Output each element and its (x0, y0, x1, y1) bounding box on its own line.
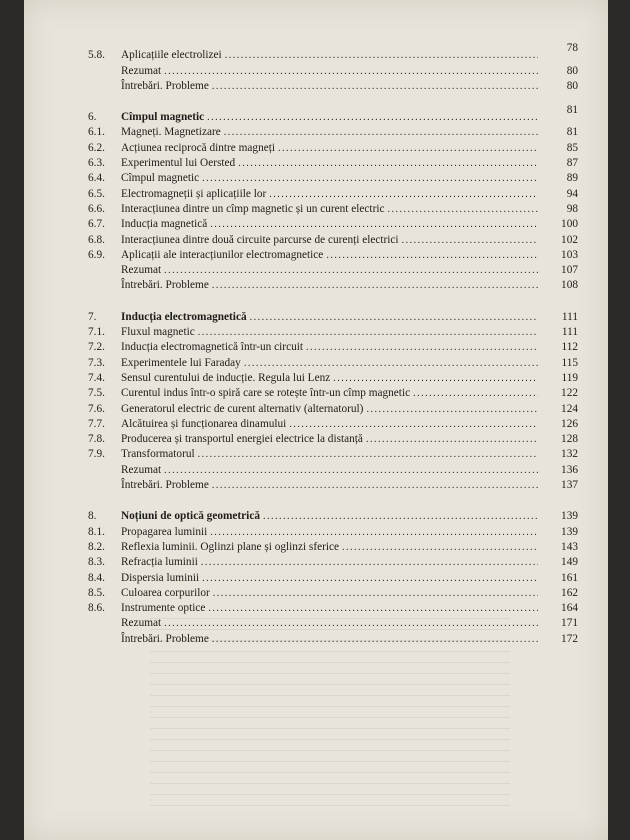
entry-title: Alcătuirea și funcționarea dinamului (121, 417, 287, 430)
entry-title: Rezumat (121, 463, 162, 476)
entry-page: 107 (561, 264, 578, 277)
entry-number: 6.4. (88, 172, 105, 185)
toc-section-electroliza (88, 42, 578, 94)
toc-entry (88, 263, 578, 278)
entry-number: 6.5. (88, 187, 105, 200)
entry-page: 137 (561, 479, 578, 492)
toc-entry (88, 140, 578, 155)
entry-number: 6.2. (88, 141, 105, 154)
book-page (24, 0, 608, 840)
entry-title: Întrebări. Probleme (121, 632, 209, 645)
entry-title: Sensul curentului de inducție. Regula lui Lenz (121, 371, 331, 384)
dot-leader (164, 464, 538, 476)
entry-title: Rezumat (121, 617, 162, 630)
entry-title: Rezumat (121, 64, 162, 77)
entry-page: 162 (561, 586, 578, 599)
dot-leader (210, 218, 538, 230)
entry-title: Inducția electromagnetică (121, 310, 247, 323)
dot-leader (210, 526, 538, 538)
dot-leader (366, 433, 538, 445)
toc-entry (88, 555, 578, 570)
entry-page: 143 (561, 540, 578, 553)
dot-leader (224, 126, 538, 138)
dot-leader (326, 249, 538, 261)
toc-entry (88, 586, 578, 601)
entry-page: 126 (561, 417, 578, 430)
toc-entry (88, 63, 578, 78)
entry-title: Generatorul electric de curent alternativ (alternatorul) (121, 402, 364, 415)
entry-page: 115 (561, 356, 578, 369)
entry-title: Cîmpul magnetic (121, 172, 200, 185)
entry-number: 6.8. (88, 233, 105, 246)
entry-number: 7.3. (88, 356, 105, 369)
dot-leader (238, 157, 538, 169)
entry-number: 7.7. (88, 417, 105, 430)
entry-number: 7.5. (88, 387, 105, 400)
entry-title: Interacțiunea dintre un cîmp magnetic și un curent electric (121, 202, 385, 215)
entry-page: 164 (561, 602, 578, 615)
entry-page: 85 (566, 141, 578, 154)
dot-leader (402, 234, 538, 246)
entry-title: Propagarea luminii (121, 525, 208, 538)
entry-title: Interacțiunea dintre două circuite parcurse de curenți electrici (121, 233, 399, 246)
entry-number: 8.2. (88, 540, 105, 553)
toc-entry (88, 278, 578, 293)
dot-leader (289, 418, 538, 430)
entry-number: 7.6. (88, 402, 105, 415)
entry-page: 102 (561, 233, 578, 246)
toc-entry (88, 386, 578, 401)
entry-title: Aplicațiile electrolizei (121, 49, 222, 62)
entry-page: 108 (561, 279, 578, 292)
toc-section-campul-magnetic (88, 104, 578, 294)
entry-page: 161 (561, 571, 578, 584)
entry-title: Întrebări. Probleme (121, 279, 209, 292)
dot-leader (198, 448, 538, 460)
entry-title: Aplicații ale interacțiunilor electromagnetice (121, 248, 324, 261)
toc-chapter-heading (88, 104, 578, 125)
entry-number: 7. (88, 310, 97, 323)
toc-entry (88, 340, 578, 355)
entry-page: 119 (561, 371, 578, 384)
entry-page: 122 (561, 387, 578, 400)
dot-leader (333, 372, 538, 384)
toc-entry (88, 325, 578, 340)
toc-entry (88, 355, 578, 370)
entry-title: Producerea și transportul energiei electrice la distanță (121, 433, 363, 446)
entry-page: 139 (561, 510, 578, 523)
entry-number: 6.6. (88, 202, 105, 215)
toc-entry (88, 540, 578, 555)
entry-title: Reflexia luminii. Oglinzi plane și oglinzi sferice (121, 540, 340, 553)
section-gap (88, 493, 578, 509)
entry-number: 7.8. (88, 433, 105, 446)
entry-page: 94 (566, 187, 578, 200)
entry-title: Culoarea corpurilor (121, 586, 210, 599)
dot-leader (164, 65, 538, 77)
section-gap (88, 293, 578, 309)
entry-title: Rezumat (121, 264, 162, 277)
dot-leader (213, 587, 538, 599)
toc-entry (88, 401, 578, 416)
entry-title: Întrebări. Probleme (121, 479, 209, 492)
entry-number: 8.5. (88, 586, 105, 599)
dot-leader (263, 510, 538, 522)
entry-page: 81 (566, 126, 578, 139)
entry-number: 8. (88, 510, 97, 523)
entry-title: Magneți. Magnetizare (121, 126, 221, 139)
entry-page: 89 (566, 172, 578, 185)
show-through-text (150, 608, 510, 808)
toc-entry (88, 232, 578, 247)
toc-entry (88, 462, 578, 477)
toc-entry (88, 156, 578, 171)
toc-entry (88, 202, 578, 217)
dot-leader (212, 279, 538, 291)
toc-entry (88, 79, 578, 94)
entry-title: Fluxul magnetic (121, 326, 195, 339)
dot-leader (413, 387, 538, 399)
dot-leader (202, 572, 538, 584)
entry-page: 124 (561, 402, 578, 415)
entry-title: Inducția electromagnetică într-un circuit (121, 341, 304, 354)
entry-page: 111 (561, 326, 578, 339)
dot-leader (207, 111, 538, 123)
dot-leader (212, 479, 538, 491)
toc-entry (88, 432, 578, 447)
entry-page: 128 (561, 433, 578, 446)
entry-title: Întrebări. Probleme (121, 79, 209, 92)
entry-title: Cîmpul magnetic (121, 111, 205, 124)
dot-leader (244, 357, 538, 369)
section-gap (88, 94, 578, 110)
entry-page: 100 (561, 218, 578, 231)
toc-entry (88, 524, 578, 539)
dot-leader (198, 326, 538, 338)
entry-number: 8.3. (88, 556, 105, 569)
entry-number: 6. (88, 111, 97, 124)
dot-leader (164, 264, 538, 276)
entry-number: 7.1. (88, 326, 105, 339)
entry-page: 132 (561, 448, 578, 461)
entry-title: Electromagneții și aplicațiile lor (121, 187, 267, 200)
entry-page: 80 (566, 79, 578, 92)
entry-title: Curentul indus într-o spiră care se rotește într-un cîmp magnetic (121, 387, 411, 400)
entry-page: 149 (561, 556, 578, 569)
entry-number: 6.3. (88, 157, 105, 170)
toc-chapter-heading (88, 509, 578, 524)
entry-page: 139 (561, 525, 578, 538)
toc-entry (88, 125, 578, 140)
dot-leader (212, 80, 538, 92)
entry-title: Experimentul lui Oersted (121, 157, 236, 170)
entry-page: 98 (566, 202, 578, 215)
toc-entry (88, 171, 578, 186)
entry-number: 6.9. (88, 248, 105, 261)
entry-title: Noțiuni de optică geometrică (121, 510, 260, 523)
toc-chapter-heading (88, 309, 578, 324)
entry-page: 78 (566, 42, 578, 55)
dot-leader (387, 203, 538, 215)
entry-page: 172 (561, 632, 578, 645)
toc-entry (88, 447, 578, 462)
toc-entry (88, 570, 578, 585)
entry-page: 80 (566, 64, 578, 77)
dot-leader (201, 556, 538, 568)
entry-page: 103 (561, 248, 578, 261)
dot-leader (342, 541, 538, 553)
entry-title: Experimentele lui Faraday (121, 356, 241, 369)
entry-title: Refracția luminii (121, 556, 198, 569)
entry-title: Transformatorul (121, 448, 195, 461)
toc-entry (88, 248, 578, 263)
toc-entry (88, 478, 578, 493)
entry-number: 6.7. (88, 218, 105, 231)
dot-leader (269, 188, 538, 200)
entry-page: 171 (561, 617, 578, 630)
entry-page: 87 (566, 157, 578, 170)
entry-number: 7.4. (88, 371, 105, 384)
toc-entry (88, 417, 578, 432)
toc-entry (88, 42, 578, 63)
entry-number: 7.9. (88, 448, 105, 461)
dot-leader (250, 311, 538, 323)
entry-page: 112 (561, 341, 578, 354)
dot-leader (225, 49, 538, 61)
entry-number: 8.6. (88, 602, 105, 615)
dot-leader (306, 341, 538, 353)
entry-page: 111 (561, 310, 578, 323)
entry-number: 5.8. (88, 49, 105, 62)
entry-title: Dispersia luminii (121, 571, 200, 584)
entry-number: 6.1. (88, 126, 105, 139)
dot-leader (278, 142, 538, 154)
toc-entry (88, 186, 578, 201)
entry-title: Inducția magnetică (121, 218, 208, 231)
entry-title: Acțiunea reciprocă dintre magneți (121, 141, 276, 154)
toc-entry (88, 217, 578, 232)
entry-number: 7.2. (88, 341, 105, 354)
entry-number: 8.4. (88, 571, 105, 584)
table-of-contents (88, 42, 578, 647)
toc-section-inductia (88, 309, 578, 493)
toc-entry (88, 371, 578, 386)
dot-leader (202, 172, 538, 184)
entry-title: Instrumente optice (121, 602, 206, 615)
entry-page: 136 (561, 463, 578, 476)
entry-page: 81 (566, 104, 578, 117)
entry-number: 8.1. (88, 525, 105, 538)
dot-leader (366, 403, 538, 415)
